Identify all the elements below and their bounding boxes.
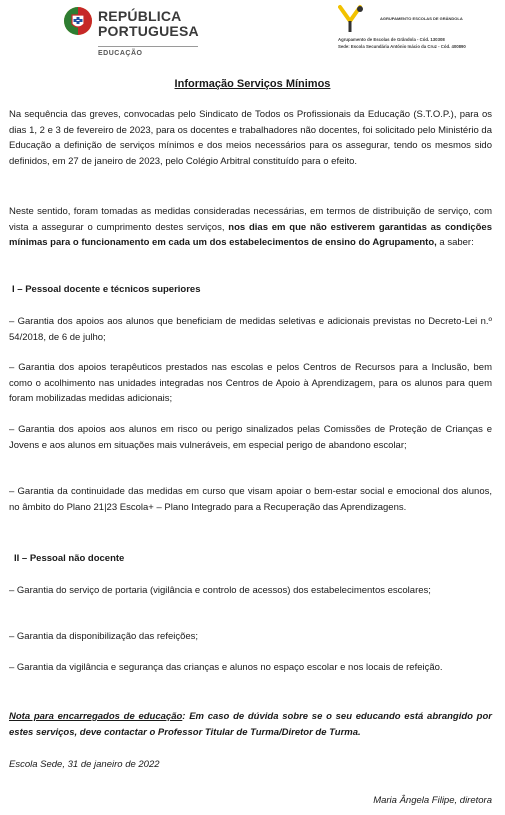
agrupamento-info	[338, 36, 466, 50]
guardians-note-lead: Nota para encarregados de educação	[9, 711, 183, 722]
document-header	[0, 0, 505, 70]
government-title	[98, 9, 199, 39]
teaching-item-1: – Garantia dos apoios aos alunos que beneficiam de medidas seletivas e adicionais previstas no Decreto-Lei n.º 54/2018, de 6 de julho;	[9, 316, 492, 343]
header-divider	[98, 46, 198, 47]
agrupamento-grandola-logo-icon	[338, 3, 378, 33]
guardians-note	[9, 709, 492, 740]
measures-text-start: Neste sentido, foram tomadas as medidas consideradas necessárias, em termos de distribuição de serviço, com vista a assegurar o cumprimento destes serviços,	[9, 206, 492, 233]
teaching-item-4: – Garantia da continuidade das medidas em curso que visam apoiar o bem-estar social e emocional dos alunos, no âmbito do Plano 21|23 Escola+ – Plano Integrado para a Recuperação das Aprendizagens.	[9, 486, 492, 513]
document-date: Escola Sede, 31 de janeiro de 2022	[9, 759, 160, 770]
guardians-note-text: Em caso de dúvida sobre se o seu educando está abrangido por estes serviços, deve contactar o Professor Titular de Turma/Diretor de Turma.	[9, 711, 492, 738]
teaching-item-2: – Garantia dos apoios terapêuticos prestados nas escolas e pelos Centros de Recursos para a Inclusão, bem como o acolhimento nas unidades integradas nos Centros de Apoio à Aprendizagem, para os alunos para quem foram mobilizadas medidas adicionais;	[9, 362, 492, 404]
non-teaching-item-3: – Garantia da vigilância e segurança das crianças e alunos no espaço escolar e nos locais de refeição.	[9, 662, 443, 673]
agrupamento-logo-text: AGRUPAMENTO ESCOLAS DE GRÂNDOLA	[380, 16, 463, 21]
measures-paragraph	[9, 204, 492, 251]
agrupamento-code-line: Agrupamento de Escolas de Grândola - Cód. 130308	[338, 37, 445, 42]
section-heading-non-teaching-staff: II – Pessoal não docente	[14, 553, 125, 564]
signature: Maria Ângela Filipe, diretora	[373, 795, 492, 806]
school-seat-line: Sede: Escola Secundária António Inácio da Cruz - Cód. 400890	[338, 44, 466, 49]
portuguese-coat-of-arms-icon	[63, 6, 93, 36]
gov-line-2: PORTUGUESA	[98, 23, 199, 39]
ministry-label: EDUCAÇÃO	[98, 50, 143, 57]
non-teaching-item-1: – Garantia do serviço de portaria (vigilância e controlo de acessos) dos estabelecimentos escolares;	[9, 585, 431, 596]
non-teaching-item-2: – Garantia da disponibilização das refeições;	[9, 631, 199, 642]
document-title: Informação Serviços Mínimos	[174, 78, 331, 90]
guardians-note-colon: :	[182, 711, 186, 722]
measures-text-end: a saber:	[436, 237, 474, 248]
intro-paragraph: Na sequência das greves, convocadas pelo Sindicato de Todos os Profissionais da Educação (S.T.O.P.), para os dias 1, 2 e 3 de fevereiro de 2023, para os docentes e trabalhadores não docentes, foi solicitado pelo Ministério da Educação a definição de serviços mínimos e dos meios necessários para os assegurar, tendo os mesmos sido definidos, em 27 de janeiro de 2023, pelo Colégio Arbitral constituído para o efeito.	[9, 109, 492, 167]
section-heading-teaching-staff: I – Pessoal docente e técnicos superiores	[12, 284, 201, 295]
gov-line-1: REPÚBLICA	[98, 8, 182, 24]
measures-text-bold: nos dias em que não estiverem garantidas as condições mínimas para o funcionamento em cada um dos estabelecimentos de ensino do Agrupamento,	[9, 221, 492, 248]
teaching-item-3: – Garantia dos apoios aos alunos em risco ou perigo sinalizados pelas Comissões de Proteção de Crianças e Jovens e aos alunos em situações mais vulneráveis, em especial perigo de abandono escolar;	[9, 424, 492, 451]
